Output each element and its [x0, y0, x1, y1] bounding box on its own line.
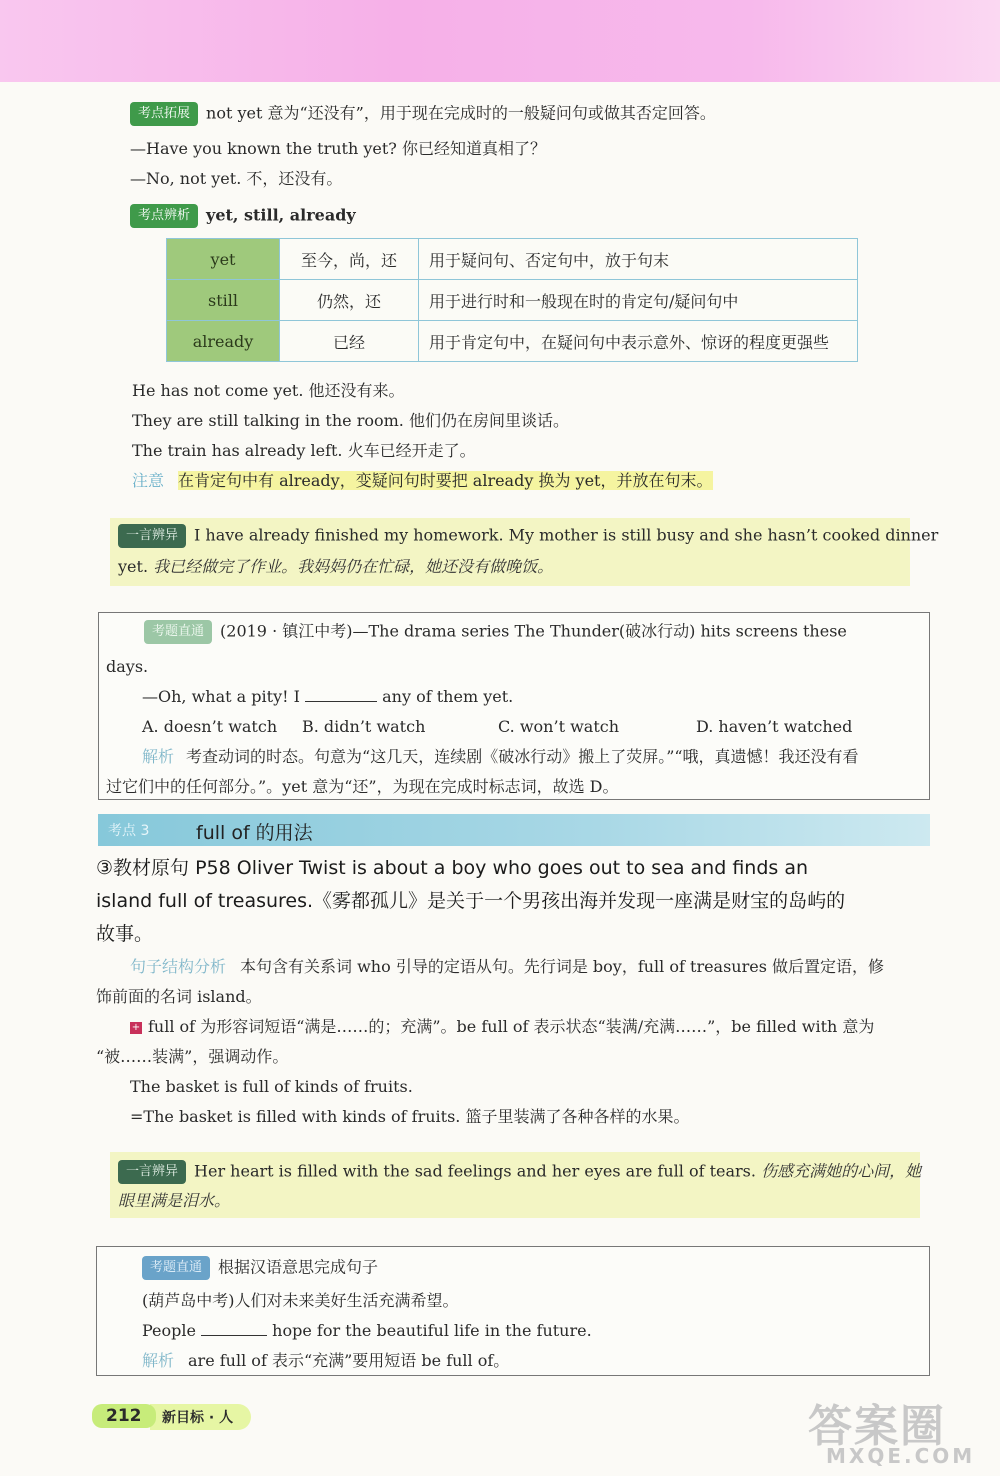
exam1-line2: days.: [106, 657, 149, 676]
exam1-analysis-line1: [142, 746, 859, 768]
example-line: They are still talking in the room. 他们仍在房间里谈话。: [132, 411, 569, 430]
exam1-analysis-line2: 过它们中的任何部分。”。yet 意为“还”，为现在完成时标志词，故选 D。: [106, 777, 619, 796]
exam2-line0: [142, 1256, 378, 1280]
original-line1: ③教材原句 P58 Oliver Twist is about a boy who goes out to sea and finds an: [96, 857, 809, 879]
tag-exam1: 考题直通: [144, 620, 212, 644]
watermark-big: 答案圈: [808, 1401, 946, 1452]
exam1-analysis-tag: 解析: [142, 747, 175, 766]
practice2-line1: [118, 1160, 921, 1184]
tag-analysis: 考点辨析: [130, 204, 198, 228]
exam1-line3: [142, 686, 513, 708]
table-cell-usage: 用于肯定句中，在疑问句中表示意外、惊讶的程度更强些: [419, 321, 858, 362]
answer-blank: [201, 1321, 267, 1336]
practice1-text1: I have already finished my homework. My mother is still busy and she hasn’t cooked dinner: [194, 525, 939, 545]
tag-practice1: 一言辨异: [118, 524, 186, 548]
note-text: 在肯定句中有 already，变疑问句时要把 already 换为 yet，并放在句末。: [178, 471, 713, 490]
exam1-analysis-text1: 考查动词的时态。句意为“这几天，连续剧《破冰行动》搬上了荧屏。”“哦，真遗憾！我还没有看: [186, 747, 859, 766]
fullof-line2: “被……装满”，强调动作。: [96, 1047, 289, 1066]
expand-text: not yet 意为“还没有”，用于现在完成时的一般疑问句或做其否定回答。: [206, 103, 716, 123]
dialog-line-1: —Have you known the truth yet? 你已经知道真相了？: [130, 139, 546, 158]
practice1-text2-cn: 我已经做完了作业。我妈妈仍在忙碌，她还没有做晚饭。: [153, 557, 554, 576]
exam2-analysis-tag: 解析: [142, 1351, 175, 1370]
option-c: C. won’t watch: [498, 717, 620, 736]
table-row: [167, 321, 858, 362]
exam1-text1: (2019 · 镇江中考)—The drama series The Thunder(破冰行动) hits screens these: [220, 621, 847, 641]
analysis-line: [130, 204, 356, 228]
fullof-example1: The basket is full of kinds of fruits.: [130, 1077, 413, 1096]
note-line: [132, 470, 713, 492]
fullof-text1: full of 为形容词短语“满是……的；充满”。be full of 表示状态“装满/充满……”，be filled with 意为: [148, 1017, 875, 1036]
table-cell-meaning: 已经: [280, 321, 419, 362]
table-row: [167, 239, 858, 280]
exam2-line1: (葫芦岛中考)人们对未来美好生活充满希望。: [142, 1291, 459, 1310]
table-row: [167, 280, 858, 321]
original-line3: 故事。: [96, 923, 154, 945]
watermark-logo: [808, 1390, 988, 1470]
practice2-line2: 眼里满是泪水。: [118, 1191, 231, 1210]
watermark-small: MXQE.COM: [826, 1444, 976, 1468]
exam1-line1: [144, 620, 847, 644]
expand-line: [130, 102, 716, 126]
practice1-text2-en: yet.: [118, 557, 149, 576]
answer-blank: [305, 687, 377, 702]
table-cell-word: already: [167, 321, 280, 362]
option-b: B. didn’t watch: [302, 717, 426, 736]
option-a: A. doesn’t watch: [142, 717, 278, 736]
structure-line2: 饰前面的名词 island。: [96, 987, 262, 1006]
table-cell-word: still: [167, 280, 280, 321]
analysis-title: yet, still, already: [206, 205, 356, 225]
fullof-example2: =The basket is filled with kinds of fruits. 篮子里装满了各种各样的水果。: [130, 1107, 690, 1126]
plus-icon: +: [131, 1021, 141, 1033]
practice1-line1: [118, 524, 938, 548]
point3-label: 考点 3: [108, 823, 150, 839]
note-tag: 注意: [132, 471, 165, 490]
tag-practice2: 一言辨异: [118, 1160, 186, 1184]
table-cell-word: yet: [167, 239, 280, 280]
top-decorative-band: [0, 0, 1000, 82]
tag-expand: 考点拓展: [130, 102, 198, 126]
example-line: The train has already left. 火车已经开走了。: [132, 441, 476, 460]
yet-still-already-table: [166, 238, 858, 362]
table-cell-meaning: 至今，尚，还: [280, 239, 419, 280]
exam2-analysis-line: [142, 1350, 509, 1372]
tag-exam2: 考题直通: [142, 1256, 210, 1280]
exam2-text2a: People: [142, 1321, 196, 1340]
example-line: He has not come yet. 他还没有来。: [132, 381, 405, 400]
practice1-line2: [118, 556, 553, 578]
table-cell-meaning: 仍然，还: [280, 280, 419, 321]
option-d: D. haven’t watched: [696, 717, 853, 736]
fullof-line1: [130, 1016, 874, 1038]
practice2-text1-cn: 伤感充满她的心间，她: [761, 1161, 922, 1181]
point3-title: full of 的用法: [196, 822, 313, 844]
table-cell-usage: 用于进行时和一般现在时的肯定句/疑问句中: [419, 280, 858, 321]
section-banner-point3: [98, 814, 930, 846]
exam2-line2: [142, 1320, 592, 1342]
dialog-line-2: —No, not yet. 不，还没有。: [130, 169, 343, 188]
structure-line1: [130, 956, 884, 978]
exam2-instruction: 根据汉语意思完成句子: [218, 1257, 379, 1277]
exam2-analysis-text: are full of 表示“充满”要用短语 be full of。: [188, 1351, 510, 1370]
table-cell-usage: 用于疑问句、否定句中，放于句末: [419, 239, 858, 280]
footer-book-title: 新目标 · 人: [150, 1404, 251, 1430]
practice2-text1-en: Her heart is filled with the sad feelings and her eyes are full of tears.: [194, 1161, 756, 1181]
structure-tag: 句子结构分析: [130, 957, 227, 976]
exam1-text3a: —Oh, what a pity! I: [142, 687, 300, 706]
page-number: 212: [92, 1404, 156, 1428]
exam1-text3b: any of them yet.: [382, 687, 514, 706]
exam2-text2b: hope for the beautiful life in the future.: [272, 1321, 592, 1340]
original-line2: island full of treasures.《雾都孤儿》是关于一个男孩出海并发现一座满是财宝的岛屿的: [96, 890, 846, 912]
structure-text1: 本句含有关系词 who 引导的定语从句。先行词是 boy，full of treasures 做后置定语，修: [240, 957, 885, 976]
